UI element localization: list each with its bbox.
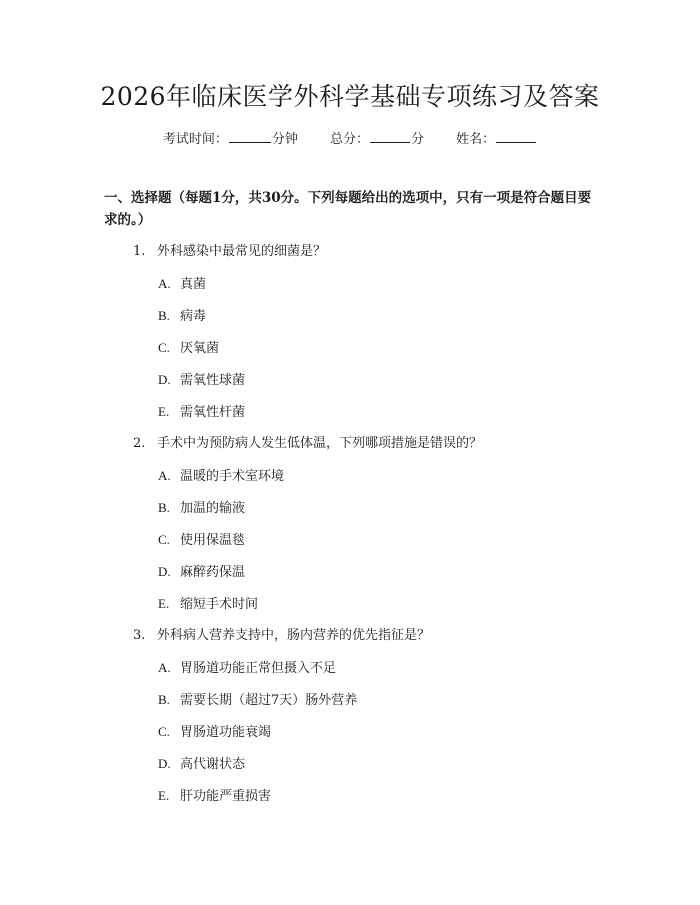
question-3-option-a bbox=[158, 658, 336, 679]
exam-time-label: 考试时间： bbox=[162, 132, 228, 147]
total-score-unit: 分 bbox=[411, 132, 425, 147]
question-3-option-e bbox=[158, 786, 271, 807]
option-letter: C. bbox=[158, 340, 170, 355]
option-text: 温暖的手术室环境 bbox=[180, 469, 285, 484]
question-number: 1. bbox=[133, 244, 146, 259]
question-2-option-b bbox=[158, 498, 245, 519]
option-text: 厌氧菌 bbox=[180, 341, 220, 356]
option-text: 需氧性球菌 bbox=[180, 373, 246, 388]
option-letter: C. bbox=[158, 532, 170, 547]
option-text: 高代谢状态 bbox=[180, 757, 246, 772]
question-text: 外科病人营养支持中，肠内营养的优先指征是？ bbox=[157, 628, 431, 643]
option-text: 胃肠道功能衰竭 bbox=[180, 725, 272, 740]
section-heading: 一、选择题（每题1分，共30分。下列每题给出的选项中，只有一项是符合题目要求的。） bbox=[104, 190, 592, 228]
option-letter: A. bbox=[158, 276, 171, 291]
option-letter: B. bbox=[158, 692, 170, 707]
name-blank bbox=[496, 130, 536, 143]
option-text: 需氧性杆菌 bbox=[180, 405, 246, 420]
question-2-option-e bbox=[158, 594, 258, 615]
question-number: 3. bbox=[133, 628, 146, 643]
question-1-option-e bbox=[158, 402, 245, 423]
page-title: 2026年临床医学外科学基础专项练习及答案 bbox=[100, 82, 600, 111]
option-text: 加温的输液 bbox=[180, 501, 246, 516]
option-text: 麻醉药保温 bbox=[180, 565, 246, 580]
question-1-option-b bbox=[158, 306, 206, 327]
option-letter: D. bbox=[158, 756, 171, 771]
exam-info-line bbox=[0, 130, 700, 150]
total-score-field bbox=[330, 130, 424, 150]
exam-time-unit: 分钟 bbox=[271, 132, 298, 147]
option-text: 使用保温毯 bbox=[180, 533, 246, 548]
option-letter: D. bbox=[158, 372, 171, 387]
option-text: 肝功能严重损害 bbox=[180, 789, 272, 804]
exam-time-blank bbox=[229, 130, 271, 143]
option-letter: C. bbox=[158, 724, 170, 739]
option-text: 胃肠道功能正常但摄入不足 bbox=[180, 661, 337, 676]
option-letter: E. bbox=[158, 596, 170, 611]
question-2-option-a bbox=[158, 466, 284, 487]
option-text: 需要长期（超过7天）肠外营养 bbox=[180, 693, 358, 708]
question-1-option-c bbox=[158, 338, 219, 359]
question-2 bbox=[133, 434, 482, 454]
question-3-option-c bbox=[158, 722, 271, 743]
option-letter: D. bbox=[158, 564, 171, 579]
question-2-option-d bbox=[158, 562, 245, 583]
option-letter: A. bbox=[158, 468, 171, 483]
question-3-option-d bbox=[158, 754, 245, 775]
question-3-option-b bbox=[158, 690, 357, 711]
question-1-option-d bbox=[158, 370, 245, 391]
name-label: 姓名： bbox=[456, 132, 496, 147]
question-text: 外科感染中最常见的细菌是？ bbox=[157, 244, 327, 259]
option-letter: E. bbox=[158, 788, 170, 803]
option-letter: E. bbox=[158, 404, 170, 419]
total-score-label: 总分： bbox=[329, 132, 369, 147]
total-score-blank bbox=[370, 130, 410, 143]
question-2-option-c bbox=[158, 530, 245, 551]
option-letter: A. bbox=[158, 660, 171, 675]
option-text: 缩短手术时间 bbox=[180, 597, 259, 612]
exam-time-field bbox=[163, 130, 298, 150]
question-3 bbox=[133, 626, 430, 646]
option-letter: B. bbox=[158, 500, 170, 515]
option-letter: B. bbox=[158, 308, 170, 323]
option-text: 病毒 bbox=[180, 309, 207, 324]
option-text: 真菌 bbox=[180, 277, 207, 292]
name-field bbox=[456, 130, 537, 150]
question-1 bbox=[133, 242, 326, 262]
question-1-option-a bbox=[158, 274, 206, 295]
question-number: 2. bbox=[133, 436, 146, 451]
question-text: 手术中为预防病人发生低体温，下列哪项措施是错误的？ bbox=[157, 436, 483, 451]
